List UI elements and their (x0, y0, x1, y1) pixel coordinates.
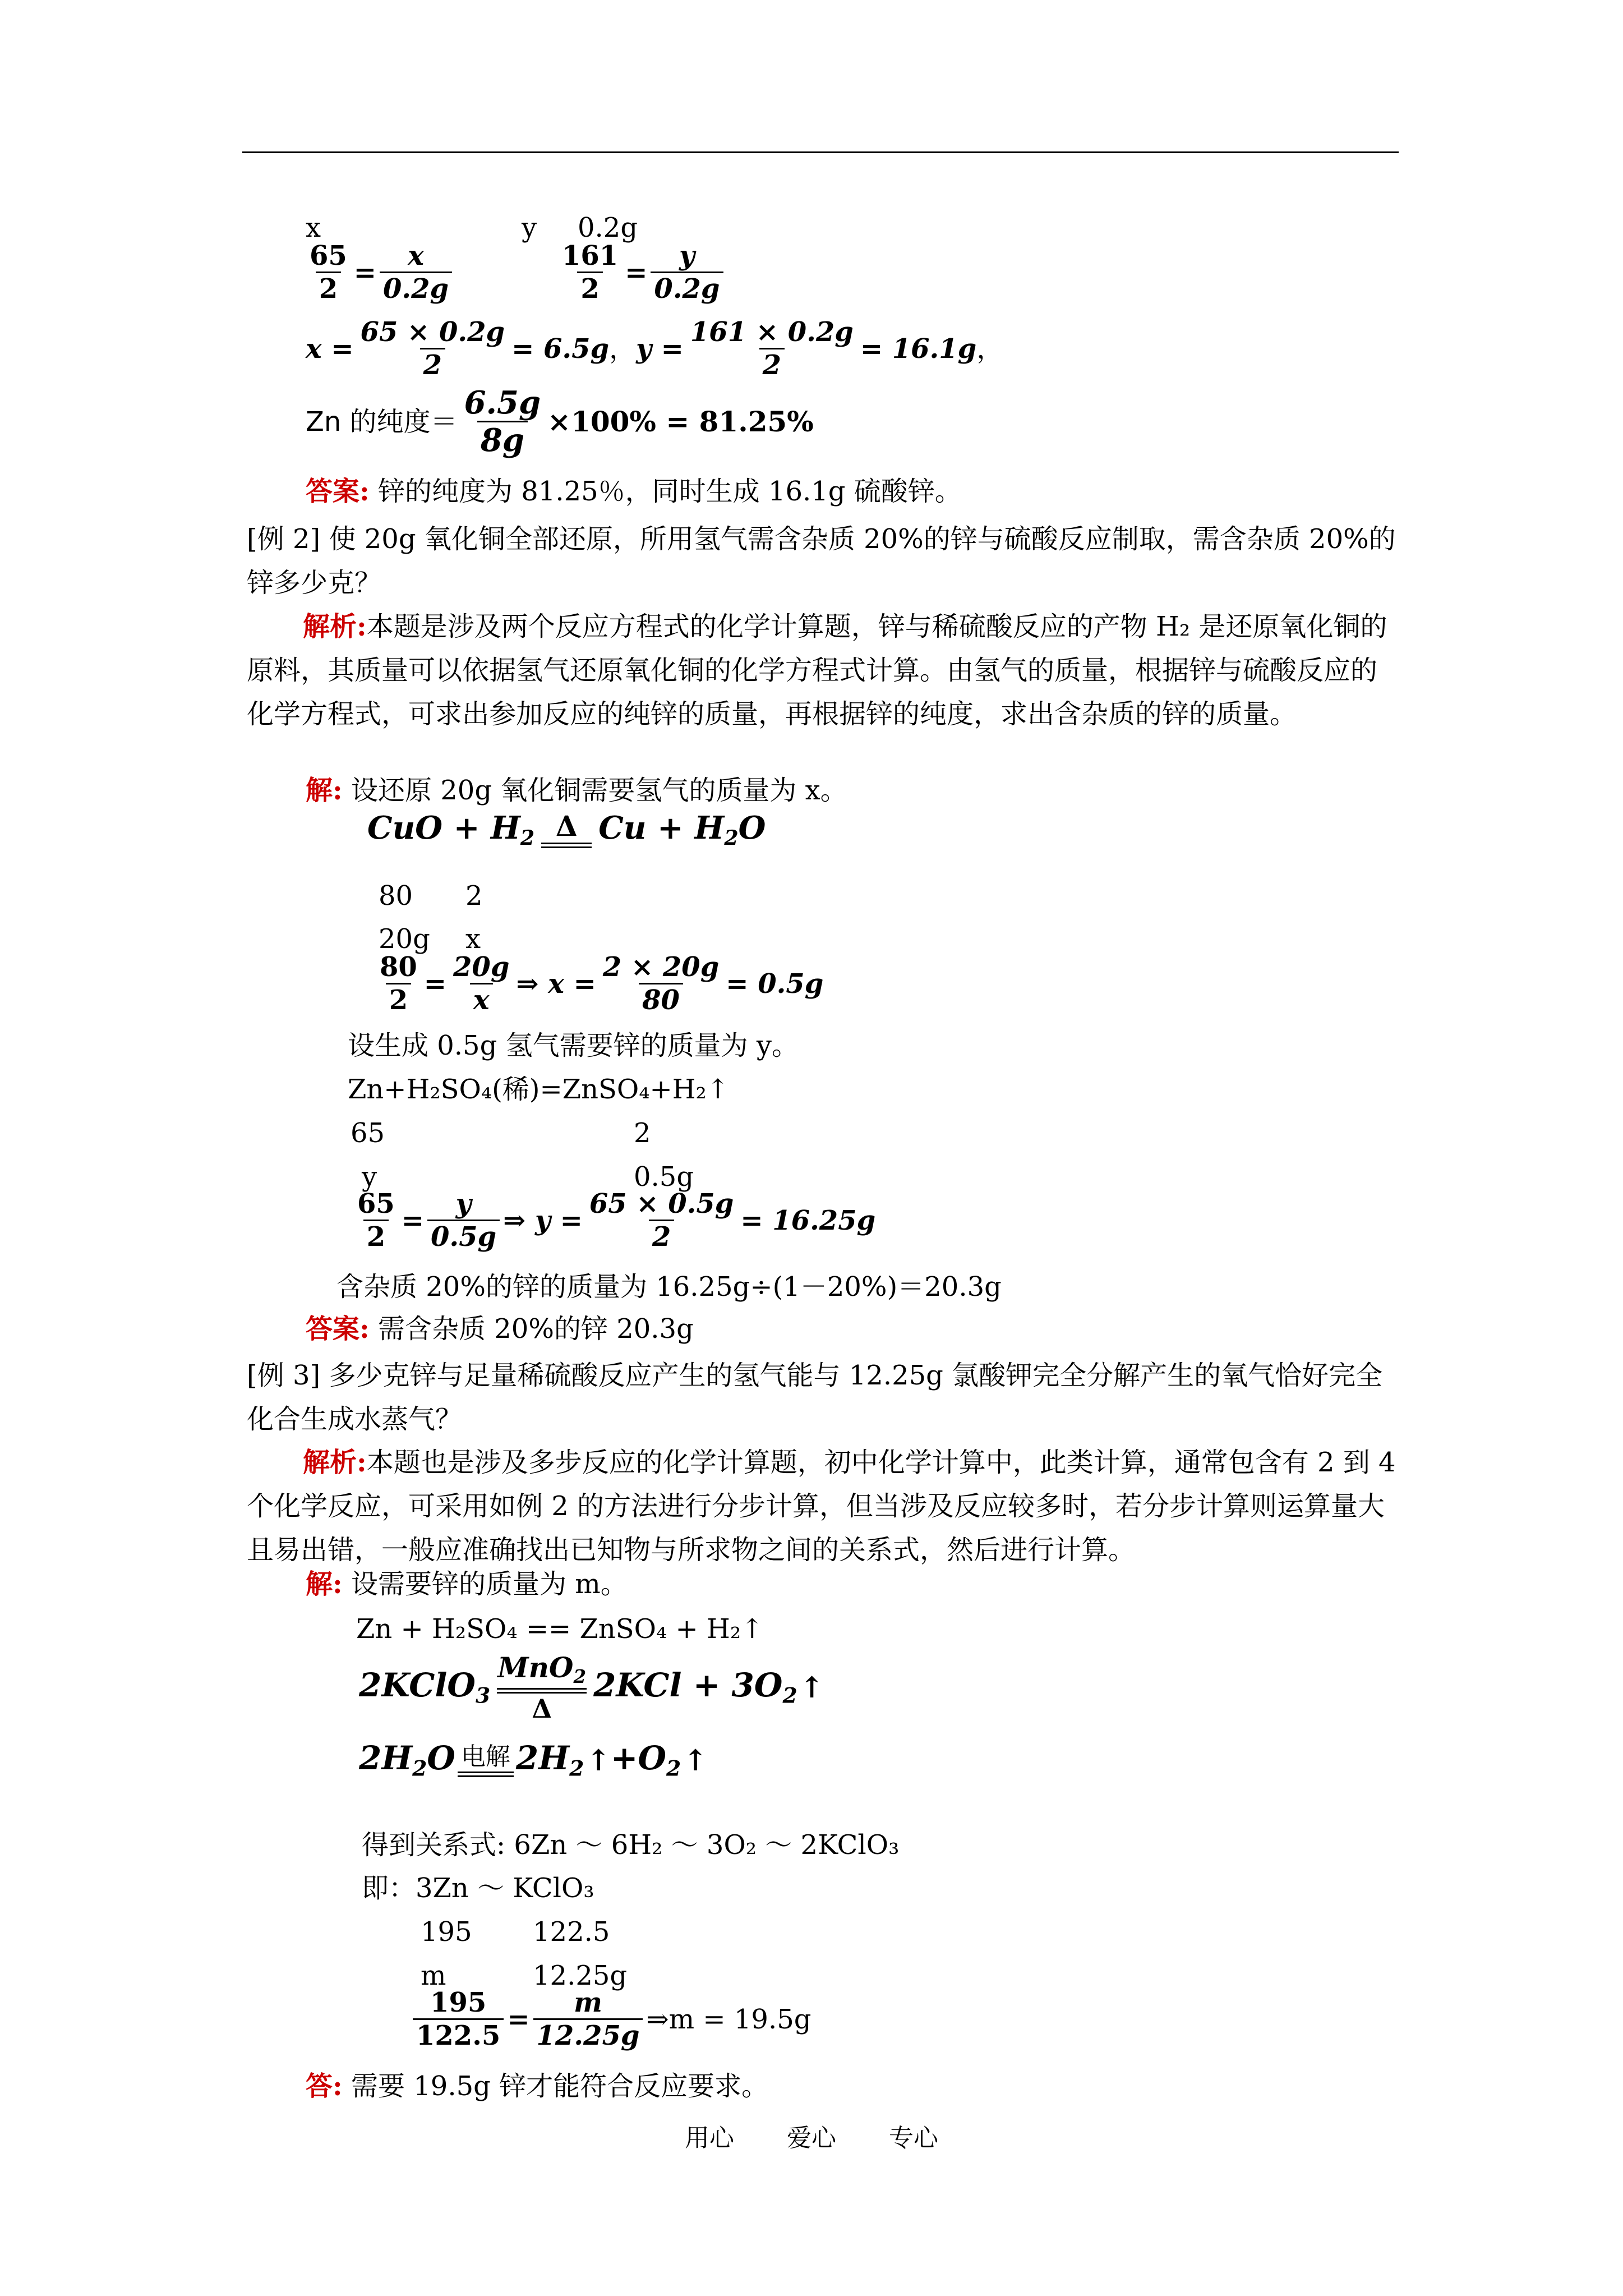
answer-label: 答案: (306, 476, 370, 507)
example-2-question: [例 2] 使 20g 氧化铜全部还原，所用氢气需含杂质 20%的锌与硫酸反应制取，需含杂质 20%的锌多少克？ (247, 523, 1396, 599)
mass-value: 65 (351, 1117, 385, 1149)
fraction: $\frac{161 \times 0.2g}{2}$ (690, 316, 854, 381)
page-footer (0, 2126, 1623, 2151)
reaction-condition: MnO$_2$ Δ (497, 1651, 587, 1724)
reaction-condition: Δ (541, 812, 592, 848)
fraction: $\frac{65 \times 0.5g}{2}$ (589, 1188, 734, 1253)
relation: 得到关系式: 6Zn ～ 6H₂ ～ 3O₂ ～ 2KClO₃ (362, 1829, 900, 1861)
mass-value: 195 (421, 1916, 472, 1948)
footer-text: 用心 (685, 2124, 734, 2152)
header-rule (242, 151, 1399, 153)
mass-value: 80 (379, 880, 413, 912)
calc-zinc: $\frac{65}{2}$ = $\frac{y}{0.5g}$ ⇒ y = $\frac{65 \times 0.5g}{2}$ = 16.25g (351, 1190, 875, 1250)
calc-hydrogen: $\frac{80}{2}$ = $\frac{20g}{x}$ ⇒ x = $\frac{2 \times 20g}{80}$ = 0.5g (373, 954, 823, 1014)
mass-value: 122.5 (533, 1916, 610, 1948)
mass-value: 2 (634, 1117, 651, 1149)
calc-m: $\frac{195}{122.5}$ = $\frac{m}{12.25g}$ ⇒m = 19.5g (409, 1989, 811, 2049)
mass-value: y (362, 1161, 377, 1193)
gas-arrow-icon: ↑ (586, 1743, 611, 1778)
fraction: $\frac{65}{2}$ (357, 1188, 395, 1253)
mass-value: m (421, 1960, 446, 1991)
relation-2: 即：3Zn ～ KClO₃ (362, 1872, 594, 1904)
example-2-analysis: 解析:本题是涉及两个反应方程式的化学计算题，锌与稀硫酸反应的产物 H₂ 是还原氧化铜的原料，其质量可以依据氢气还原氧化铜的化学方程式计算。由氢气的质量，根据锌与硫酸反应的化学方程式，可求出参加反应的纯锌的质量，再根据锌的纯度，求出含杂质的锌的质量。 (247, 611, 1387, 730)
fraction: $\frac{6.5g}{8g}$ (464, 384, 541, 459)
equation-cuo: CuO + $H_2$ Δ $Cu + H_2O$ (367, 809, 766, 850)
equation-electrolysis: $2H_2O$ 电解 $2H_2$ ↑ $+O_2$ ↑ (359, 1739, 708, 1781)
fraction: $\frac{65}{2}$ (310, 240, 347, 305)
example-3-analysis: 解析:本题也是涉及多步反应的化学计算题，初中化学计算中，此类计算，通常包含有 2 到 4 个化学反应，可采用如例 2 的方法进行分步计算，但当涉及反应较多时，若分步计算则运算量大且易出错，一般应准确找出已知物与所求物之间的关系式，然后进行计算。 (247, 1447, 1396, 1566)
fraction: $\frac{x}{0.2g}$ (380, 242, 452, 302)
example-3-solution: 解: 设需要锌的质量为 m。 (306, 1568, 628, 1600)
mass-value: 0.5g (634, 1161, 694, 1193)
fraction: $\frac{m}{12.25g}$ (533, 1989, 643, 2049)
mass-value: 2 (465, 880, 483, 912)
reaction-condition: 电解 (458, 1745, 514, 1777)
fraction: $\frac{20g}{x}$ (453, 951, 510, 1016)
mass-value: 20g (379, 923, 430, 955)
gas-arrow-icon: ↑ (799, 1670, 824, 1705)
fraction: $\frac{65 \times 0.2g}{2}$ (360, 316, 505, 381)
var-y: y (522, 212, 537, 243)
equation-kclo3: 2KClO$_3$ MnO$_2$ Δ $2KCl + 3O_2$ ↑ (359, 1651, 824, 1724)
calc-row: x = $\frac{65 \times 0.2g}{2}$ = 6.5g ， y = $\frac{161 \times 0.2g}{2}$ = 16.1g ， (306, 316, 1004, 381)
footer-text: 爱心 (787, 2124, 836, 2152)
equation-zn-h2so4: Zn + H₂SO₄ == ZnSO₄ + H₂↑ (356, 1613, 764, 1645)
fraction: $\frac{y}{0.2g}$ (651, 242, 723, 302)
equation-zn: Zn+H₂SO₄(稀)=ZnSO₄+H₂↑ (348, 1074, 730, 1105)
fraction: $\frac{195}{122.5}$ (413, 1989, 504, 2049)
example-3-question: [例 3] 多少克锌与足量稀硫酸反应产生的氢气能与 12.25g 氯酸钾完全分解产生的氧气恰好完全化合生成水蒸气？ (247, 1360, 1383, 1435)
var-g: 0.2g (578, 212, 638, 243)
footer-text: 专心 (889, 2124, 938, 2152)
answer-3: 答: 需要 19.5g 锌才能符合反应要求。 (306, 2070, 769, 2102)
purity-row: Zn 的纯度＝ $\frac{6.5g}{8g}$ ×100% = 81.25% (306, 384, 814, 459)
set-y: 设生成 0.5g 氢气需要锌的质量为 y。 (348, 1030, 799, 1061)
answer-1: 答案: 锌的纯度为 81.25％，同时生成 16.1g 硫酸锌。 (306, 476, 962, 507)
answer-2: 答案: 需含杂质 20%的锌 20.3g (306, 1313, 694, 1345)
impure-mass: 含杂质 20%的锌的质量为 16.25g÷(1－20%)＝20.3g (336, 1271, 1002, 1303)
mass-value: x (465, 923, 481, 955)
fraction: $\frac{2 \times 20g}{80}$ (602, 951, 720, 1016)
ratio-row-2: $\frac{161}{2}$ = $\frac{y}{0.2g}$ (555, 242, 727, 302)
var-x: x (306, 212, 321, 243)
gas-arrow-icon: ↑ (683, 1743, 708, 1778)
mass-value: 12.25g (533, 1960, 628, 1991)
fraction: $\frac{y}{0.5g}$ (427, 1190, 500, 1250)
ratio-row-1: $\frac{65}{2}$ = $\frac{x}{0.2g}$ (303, 242, 455, 302)
fraction: $\frac{80}{2}$ (380, 951, 417, 1016)
example-2-solution: 解: 设还原 20g 氧化铜需要氢气的质量为 x。 (306, 775, 847, 806)
fraction: $\frac{161}{2}$ (562, 240, 619, 305)
